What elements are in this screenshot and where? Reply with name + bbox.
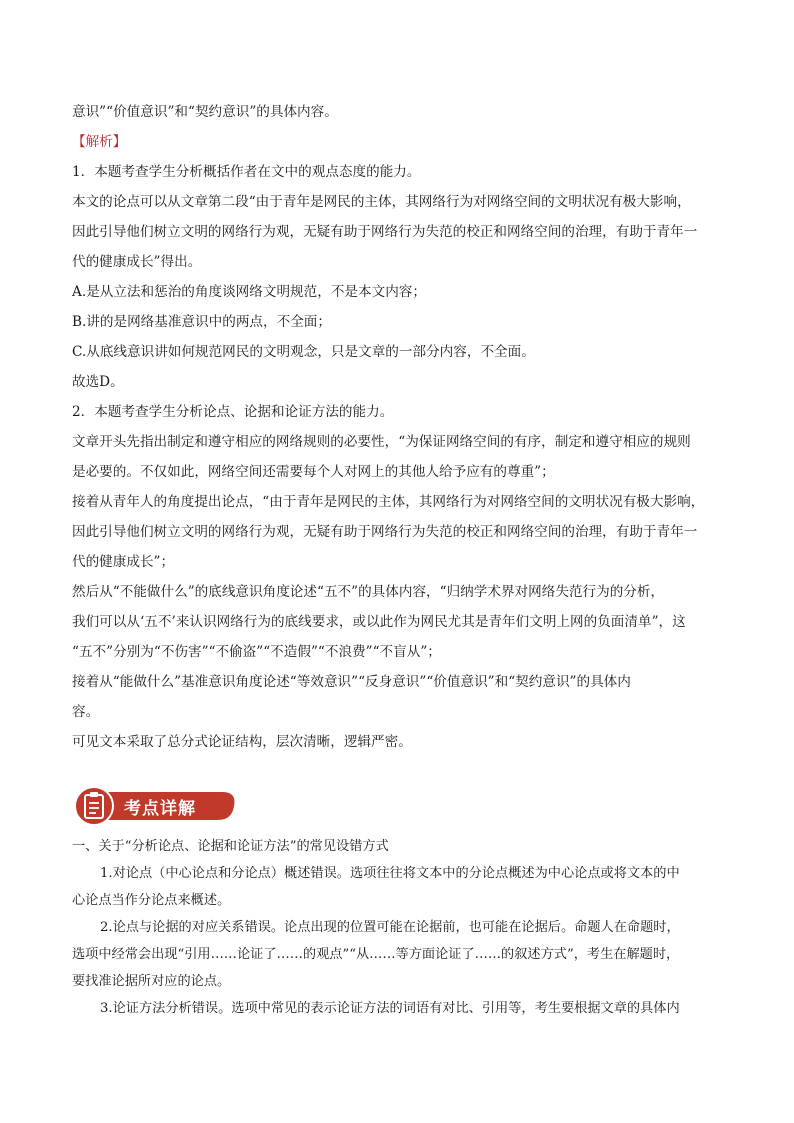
subsection-heading: 一、关于“分析论点、论据和论证方法”的常见设错方式 [72,839,389,854]
text-line: 接着从“能做什么”基准意识角度论述“等效意识”“反身意识”“价值意识”和“契约意识”的具体内 [72,674,631,690]
text-line: 3.论证方法分析错误。选项中常见的表示论证方法的词语有对比、引用等，考生要根据文章的具体内 [100,1001,680,1016]
text-line: 1.对论点（中心论点和分论点）概述错误。选项往往将文本中的分论点概述为中心论点或将文本的中 [100,866,680,881]
analysis-heading: 【解析】 [72,134,127,150]
text-line: 因此引导他们树立文明的网络行为观，无疑有助于网络行为失范的校正和网络空间的治理，有助于青年一 [72,524,698,540]
text-line: 我们可以从‘五不’来认识网络行为的底线要求，或以此作为网民尤其是青年们文明上网的负面清单”，这 [72,614,686,630]
text-line: 代的健康成长”得出。 [72,254,202,270]
text-line: C.从底线意识讲如何规范网民的文明观念，只是文章的一部分内容，不全面。 [72,344,535,360]
clipboard-icon [72,786,116,826]
text-line: 2．本题考查学生分析论点、论据和论证方法的能力。 [72,404,394,420]
text-line: 2.论点与论据的对应关系错误。论点出现的位置可能在论据前，也可能在论据后。命题人在命题时， [100,920,680,935]
text-line: 因此引导他们树立文明的网络行为观，无疑有助于网络行为失范的校正和网络空间的治理，有助于青年一 [72,224,698,240]
key-points-section [72,833,724,1022]
text-line: 故选D。 [72,374,124,390]
text-line: 可见文本采取了总分式论证结构，层次清晰，逻辑严密。 [72,734,412,750]
text-line: 代的健康成长”； [72,554,175,570]
text-line: 要找准论据所对应的论点。 [72,974,231,989]
text-line: 本文的论点可以从文章第二段“由于青年是网民的主体，其网络行为对网络空间的文明状况有极大影响， [72,194,691,210]
text-line: “五不”分别为“不伤害”“不偷盗”“不造假”“不浪费”“不盲从”； [72,644,441,660]
section-banner [72,786,242,826]
text-line: 1．本题考查学生分析概括作者在文中的观点态度的能力。 [72,164,421,180]
text-line: 文章开头先指出制定和遵守相应的网络规则的必要性，“为保证网络空间的有序，制定和遵守相应的规则 [72,434,691,450]
analysis-section [72,97,724,757]
text-line: 选项中经常会出现“引用……论证了……的观点”“从……等方面论证了……的叙述方式”，考生在解题时， [72,947,680,962]
text-line: 意识”“价值意识”和“契约意识”的具体内容。 [72,104,338,120]
text-line: 然后从“不能做什么”的底线意识角度论述“五不”的具体内容，“归纳学术界对网络失范行为的分析， [72,584,665,600]
text-line: 接着从青年人的角度提出论点，“由于青年是网民的主体，其网络行为对网络空间的文明状况有极大影响， [72,494,705,510]
text-line: 心论点当作分论点来概述。 [72,893,231,908]
text-line: 容。 [72,704,100,720]
text-line: 是必要的。不仅如此，网络空间还需要每个人对网上的其他人给予应有的尊重”； [72,464,555,480]
text-line: B.讲的是网络基准意识中的两点，不全面； [72,314,331,330]
text-line: A.是从立法和惩治的角度谈网络文明规范，不是本文内容； [72,284,426,300]
banner-title: 考点详解 [124,799,196,819]
